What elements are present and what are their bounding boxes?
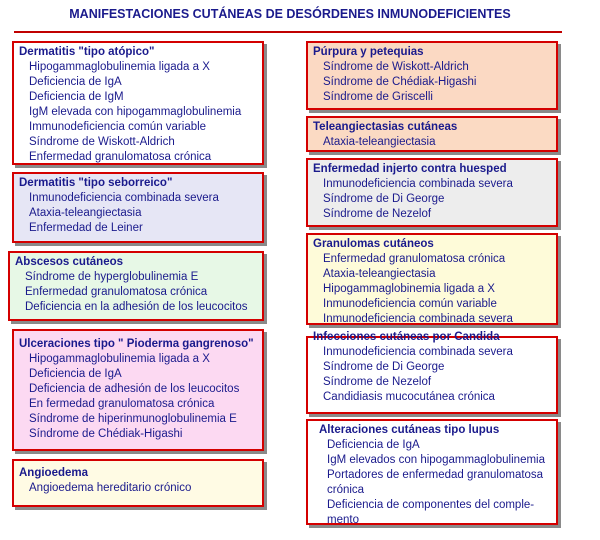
list-item: Enfermedad granulomatosa crónica [323,253,506,265]
box-heading: Dermatitis "tipo atópico" [19,46,155,58]
page-title: MANIFESTACIONES CUTÁNEAS DE DESÓRDENES INMUNODEFICIENTES [69,7,511,21]
list-item: Síndrome de Wiskott-Aldrich [323,61,469,73]
box-heading: Dermatitis "tipo seborreico" [19,177,173,189]
list-item: En fermedad granulomatosa crónica [29,398,215,410]
box-heading: Infecciones cutáneas por Candida [313,331,500,343]
box-granulomas [306,233,558,325]
list-item: Deficiencia de IgM [29,91,124,103]
box-ulceraciones [12,329,264,451]
list-item: Síndrome de Wiskott-Aldrich [29,136,175,148]
list-item: Enfermedad granulomatosa crónica [25,286,208,298]
box-dermatitis-atopico [12,41,264,165]
list-item: Portadores de enfermedad granulomatosa crónica [327,469,544,496]
list-item: Ataxia-teleangiectasia [323,268,436,280]
list-item: Síndrome de hiperinmunoglobulinemia E [29,413,237,425]
list-item: Deficiencia de IgA [29,368,122,380]
list-item: Inmunodeficiencia combinada severa [323,178,513,190]
box-heading: Enfermedad injerto contra huesped [313,163,507,175]
list-item: Ataxia-teleangiectasia [323,136,436,148]
list-item: Hipogammaglobinemia ligada a X [323,283,495,295]
list-item: Síndrome de Griscelli [323,91,433,103]
box-teleangiectasias [306,116,558,152]
list-item: Deficiencia de componentes del comple-mento [327,499,535,526]
list-item: Hipogammaglobulinemia ligada a X [29,353,210,365]
list-item: Inmunodeficiencia común variable [323,298,497,310]
box-candida [306,331,558,414]
list-item: Enfermedad de Leiner [29,222,143,234]
list-item: Inmunodeficiencia combinada severa [323,346,513,358]
list-item: Síndrome de Nezelof [323,376,432,388]
box-lupus [306,419,558,525]
list-item: IgM elevada con hipogammaglobulinemia [29,106,242,118]
box-dermatitis-seborreico [12,172,264,243]
list-item: Síndrome de Di George [323,361,445,373]
list-item: Hipogammaglobulinemia ligada a X [29,61,210,73]
list-item: Síndrome de Di George [323,193,445,205]
list-item: Síndrome de Chédiak-Higashi [323,76,477,88]
list-item: Síndrome de Nezelof [323,208,432,220]
list-item: Inmunodeficiencia combinada severa [323,313,513,325]
list-item: IgM elevados con hipogammaglobulinemia [327,454,545,466]
box-heading: Púrpura y petequias [313,46,424,58]
box-angioedema [12,459,264,507]
box-heading: Abscesos cutáneos [15,256,124,268]
box-purpura [306,41,558,110]
box-heading: Teleangiectasias cutáneas [313,121,458,133]
box-heading: Alteraciones cutáneas tipo lupus [319,424,500,436]
list-item: Deficiencia de IgA [327,439,420,451]
list-item: Immunodeficiencia común variable [29,121,207,133]
box-heading: Angioedema [19,467,89,479]
box-heading: Ulceraciones tipo " Pioderma gangrenoso" [19,338,254,350]
list-item: Síndrome de hyperglobulinemia E [25,271,199,283]
list-item: Enfermedad granulomatosa crónica [29,151,212,163]
list-item: Deficiencia de IgA [29,76,122,88]
box-injerto [306,158,558,227]
list-item: Angioedema hereditario crónico [29,482,192,494]
list-item: Candidiasis mucocutánea crónica [323,391,495,403]
list-item: Deficiencia de adhesión de los leucocitos [29,383,240,395]
title-underline [14,31,562,33]
list-item: Deficiencia en la adhesión de los leucocitos [25,301,248,313]
list-item: Inmunodeficiencia combinada severa [29,192,219,204]
box-heading: Granulomas cutáneos [313,238,434,250]
box-abscesos [8,251,264,321]
list-item: Síndrome de Chédiak-Higashi [29,428,183,440]
list-item: Ataxia-teleangiectasia [29,207,142,219]
